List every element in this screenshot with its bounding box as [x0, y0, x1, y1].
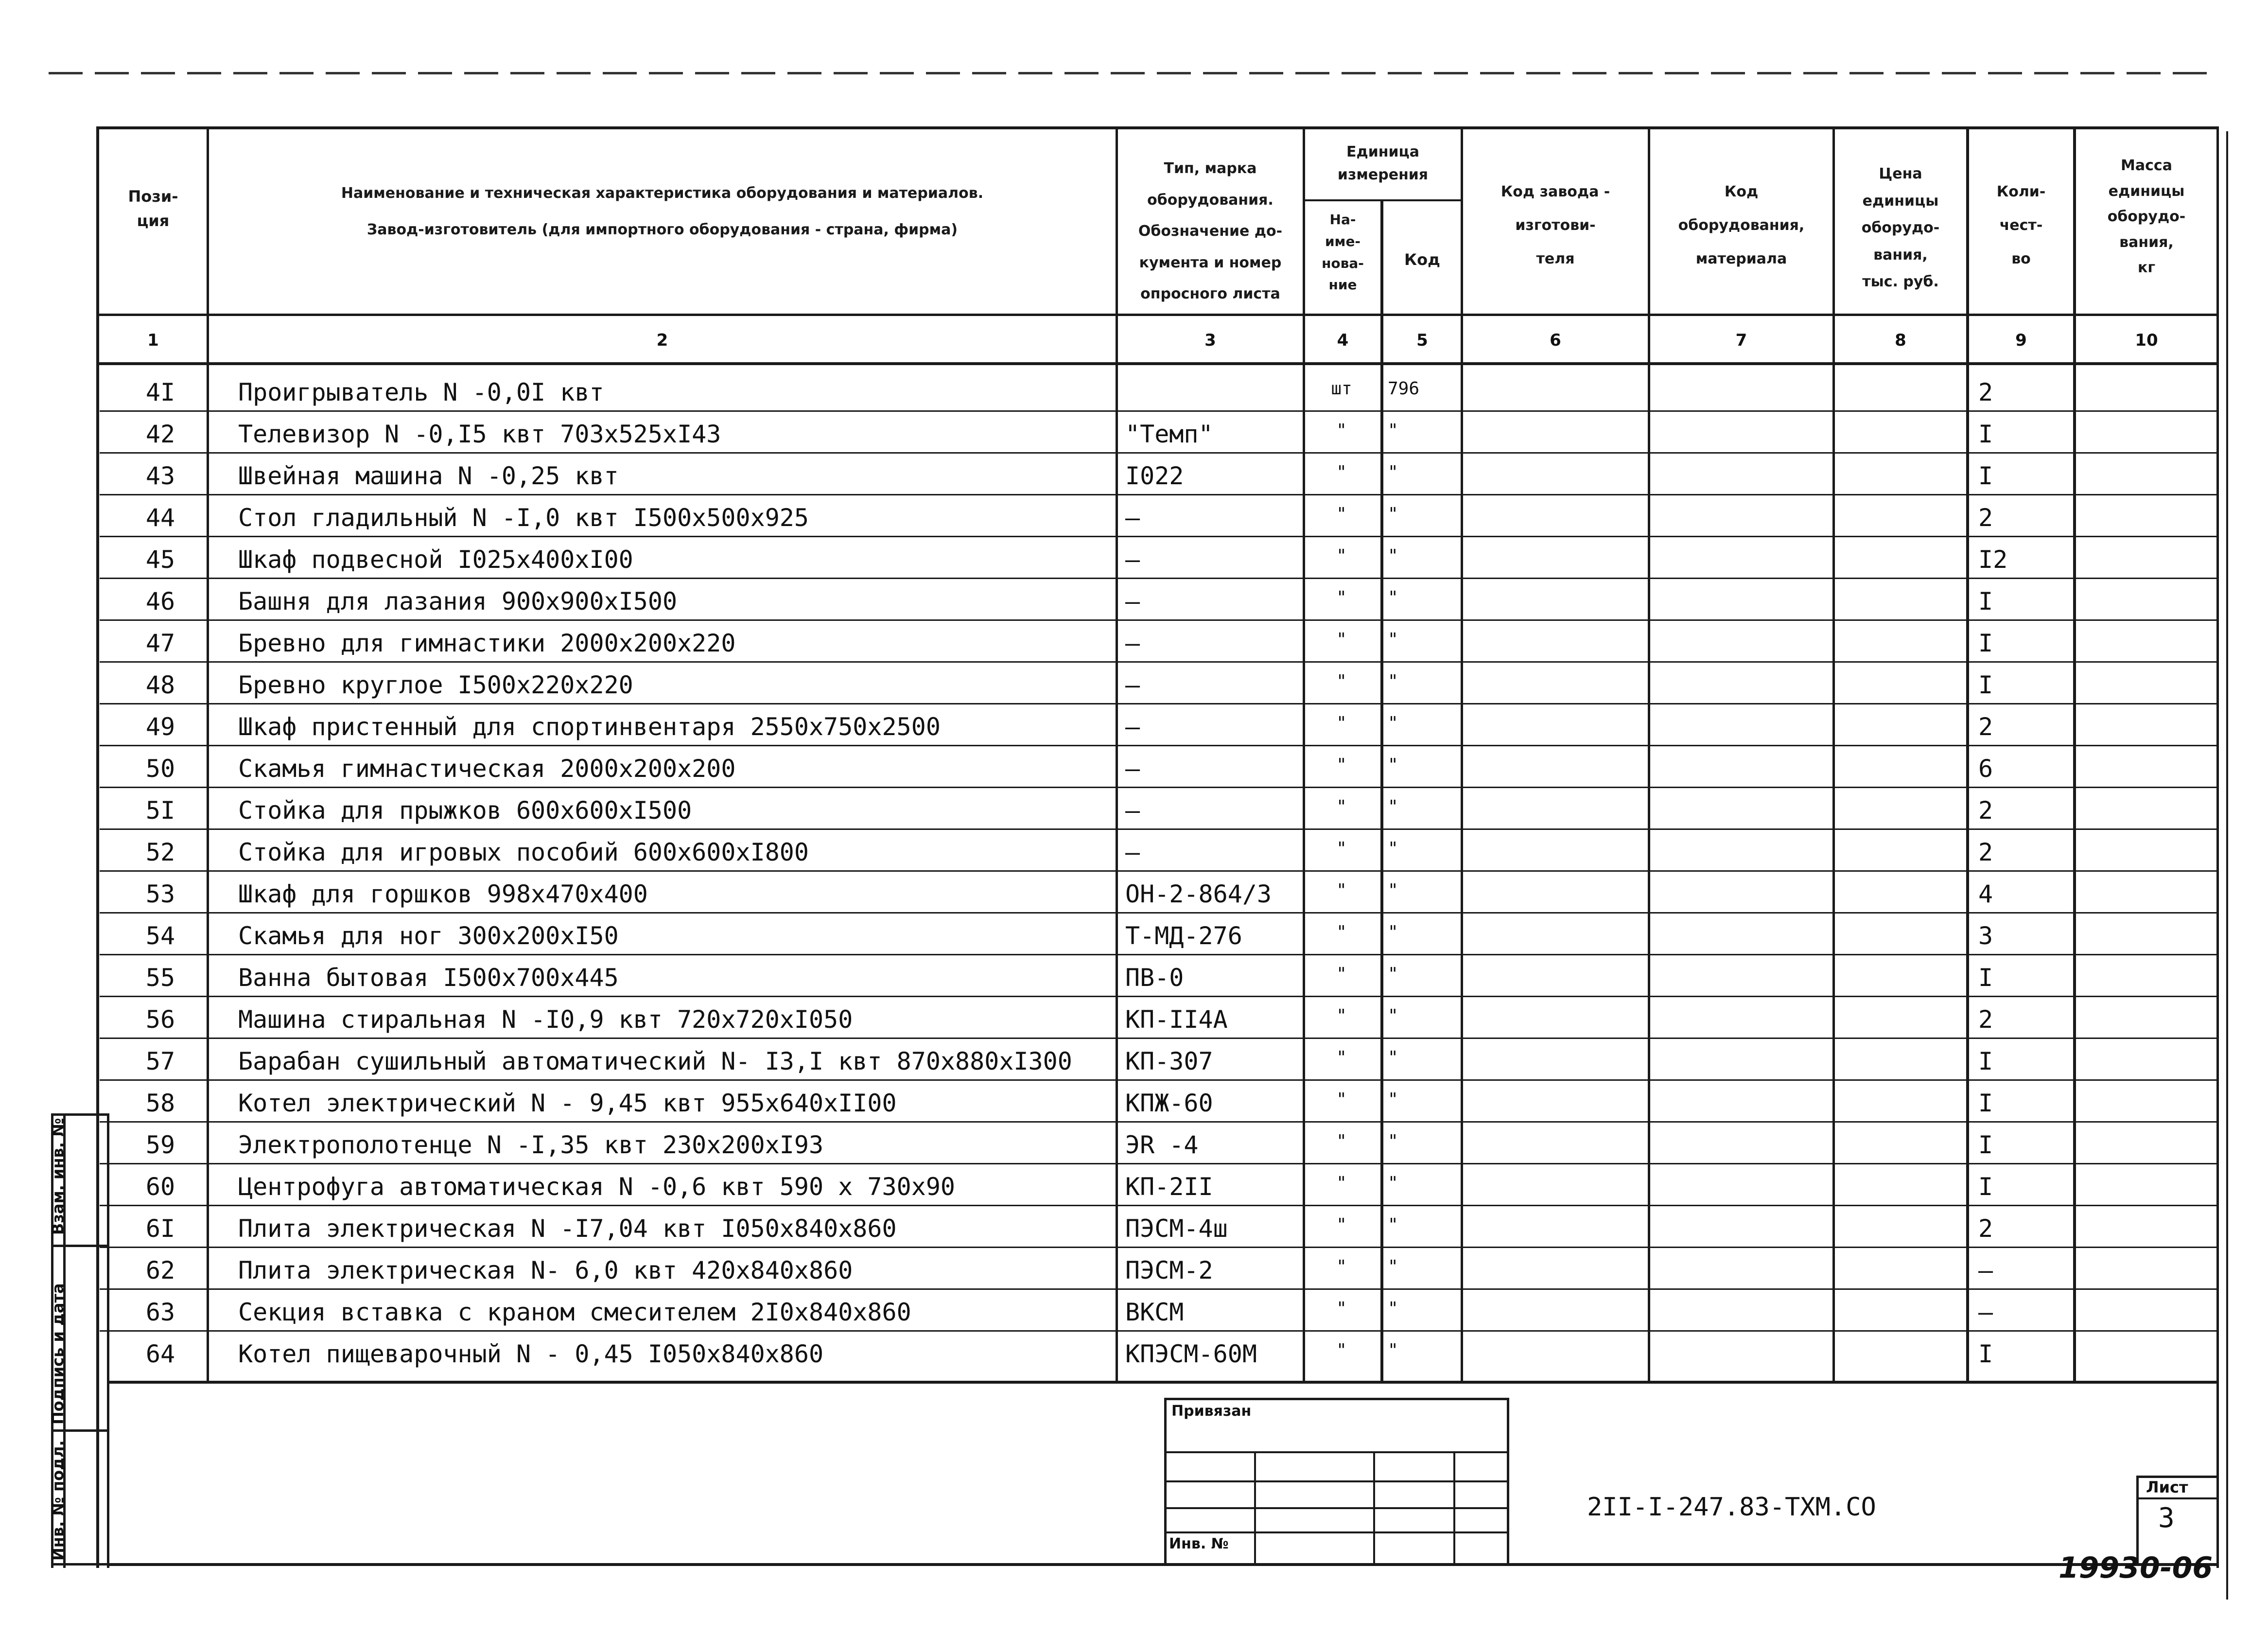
row-name: Машина стиральная N -I0,9 квт 720х720хI050 — [238, 1005, 853, 1034]
row-quantity: 2 — [1978, 713, 1993, 741]
top-dash-rule — [49, 72, 2212, 74]
side-replace-inv: Взам. инв. № — [49, 1118, 67, 1235]
doc-code: 2II-I-247.83-ТХМ.СО — [1587, 1493, 1876, 1522]
col-num-10: 10 — [2135, 331, 2158, 350]
row-position: 45 — [145, 545, 175, 574]
row-quantity: I — [1978, 1089, 1993, 1117]
row-code: " — [1388, 964, 1398, 984]
row-code: 796 — [1388, 379, 1420, 399]
col-num-8: 8 — [1895, 331, 1906, 350]
row-type: "Темп" — [1125, 420, 1213, 448]
row-code: " — [1388, 1131, 1398, 1151]
side-inv-orig: Инв. № подл. — [49, 1440, 67, 1561]
row-name: Ванна бытовая I500х700х445 — [238, 964, 619, 992]
side-signature-date: Подпись и дата — [49, 1283, 67, 1425]
row-divider — [100, 494, 2216, 495]
row-position: 44 — [145, 504, 175, 532]
row-unit: шт — [1331, 379, 1352, 399]
header-price: Цена единицы оборудо- вания, тыс. руб. — [1861, 165, 1940, 290]
row-divider — [100, 703, 2216, 704]
row-code: " — [1388, 1215, 1398, 1235]
header-equipment-code: Код оборудования, материала — [1678, 183, 1805, 267]
row-code: " — [1388, 671, 1398, 691]
row-code: " — [1388, 546, 1398, 566]
row-divider — [100, 619, 2216, 621]
row-unit: " — [1336, 1257, 1347, 1277]
right-margin-line — [2226, 131, 2228, 1600]
row-code: " — [1388, 1257, 1398, 1277]
row-position: 54 — [145, 922, 175, 950]
row-code: " — [1388, 462, 1398, 482]
row-code: " — [1388, 713, 1398, 733]
row-code: " — [1388, 922, 1398, 942]
row-quantity: I — [1978, 671, 1993, 699]
row-unit: " — [1336, 462, 1347, 482]
row-position: 6I — [145, 1214, 175, 1243]
row-quantity: I — [1978, 462, 1993, 490]
row-position: 63 — [145, 1298, 175, 1326]
row-code: " — [1388, 839, 1398, 859]
row-name: Стойка для игровых пособий 600х600хI800 — [238, 838, 809, 866]
row-type: – — [1125, 545, 1140, 574]
row-type: – — [1125, 629, 1140, 657]
row-type: – — [1125, 838, 1140, 866]
row-unit: " — [1336, 880, 1347, 900]
row-divider — [100, 954, 2216, 955]
row-type: КПЭСМ-60М — [1125, 1340, 1257, 1368]
row-divider — [100, 536, 2216, 537]
row-quantity: – — [1978, 1256, 1993, 1284]
row-type: КП-2II — [1125, 1173, 1213, 1201]
inv-label: Инв. № — [1169, 1535, 1229, 1552]
row-code: " — [1388, 1048, 1398, 1068]
row-name: Скамья для ног 300х200хI50 — [238, 922, 619, 950]
attached-label: Привязан — [1171, 1403, 1252, 1420]
row-name: Плита электрическая N- 6,0 квт 420х840х860 — [238, 1256, 853, 1284]
header-type: Тип, марка оборудования. Обозначение до- кумента и номер опросного листа — [1138, 160, 1283, 302]
row-quantity: 2 — [1978, 796, 1993, 825]
row-quantity: I — [1978, 1047, 1993, 1075]
row-divider — [100, 1079, 2216, 1081]
row-divider — [100, 410, 2216, 412]
header-name: Наименование и техническая характеристика оборудования и материалов. Завод-изготовитель (для импортного оборудования - страна, фирма) — [341, 185, 984, 238]
row-quantity: I — [1978, 1340, 1993, 1368]
row-code: " — [1388, 1090, 1398, 1109]
row-quantity: 6 — [1978, 755, 1993, 783]
row-divider — [100, 578, 2216, 579]
row-unit: " — [1336, 671, 1347, 691]
row-unit: " — [1336, 713, 1347, 733]
row-type: – — [1125, 713, 1140, 741]
row-type: – — [1125, 796, 1140, 825]
row-divider — [100, 1038, 2216, 1039]
row-unit: " — [1336, 504, 1347, 524]
row-quantity: 2 — [1978, 838, 1993, 866]
archive-number: 19930-06 — [2059, 1551, 2213, 1585]
row-divider — [100, 870, 2216, 872]
row-name: Швейная машина N -0,25 квт — [238, 462, 619, 490]
row-divider — [100, 1163, 2216, 1164]
row-unit: " — [1336, 839, 1347, 859]
row-quantity: I — [1978, 587, 1993, 616]
row-name: Секция вставка с краном смесителем 2I0х840х860 — [238, 1298, 911, 1326]
row-position: 4I — [145, 378, 175, 406]
row-name: Плита электрическая N -I7,04 квт I050х840х860 — [238, 1214, 897, 1243]
col-num-5: 5 — [1416, 331, 1428, 350]
row-position: 43 — [145, 462, 175, 490]
row-quantity: I2 — [1978, 545, 2008, 574]
row-name: Проигрыватель N -0,0I квт — [238, 378, 604, 406]
col-num-2: 2 — [656, 331, 668, 350]
row-position: 49 — [145, 713, 175, 741]
row-type: ВКСМ — [1125, 1298, 1184, 1326]
row-unit: " — [1336, 1299, 1347, 1319]
row-divider — [100, 828, 2216, 830]
row-position: 48 — [145, 671, 175, 699]
row-type: ПВ-0 — [1125, 964, 1184, 992]
row-code: " — [1388, 630, 1398, 650]
row-position: 5I — [145, 796, 175, 825]
row-name: Шкаф подвесной I025х400хI00 — [238, 545, 633, 574]
row-position: 55 — [145, 964, 175, 992]
row-name: Шкаф пристенный для спортинвентаря 2550х750х2500 — [238, 713, 941, 741]
row-unit: " — [1336, 1006, 1347, 1026]
row-code: " — [1388, 1006, 1398, 1026]
row-unit: " — [1336, 755, 1347, 775]
row-quantity: 2 — [1978, 378, 1993, 406]
row-name: Электрополотенце N -I,35 квт 230х200хI93 — [238, 1131, 824, 1159]
col-num-4: 4 — [1337, 331, 1349, 350]
row-unit: " — [1336, 546, 1347, 566]
row-position: 50 — [145, 755, 175, 783]
row-unit: " — [1336, 588, 1347, 608]
col-num-6: 6 — [1550, 331, 1561, 350]
row-code: " — [1388, 1299, 1398, 1319]
row-unit: " — [1336, 1340, 1347, 1360]
row-quantity: 2 — [1978, 1214, 1993, 1243]
row-quantity: I — [1978, 629, 1993, 657]
row-quantity: 2 — [1978, 504, 1993, 532]
row-unit: " — [1336, 1131, 1347, 1151]
row-divider — [100, 787, 2216, 788]
header-unit-name: На- име- нова- ние — [1322, 211, 1364, 293]
row-position: 59 — [145, 1131, 175, 1159]
row-name: Телевизор N -0,I5 квт 703х525хI43 — [238, 420, 721, 448]
header-unit-group: Единица измерения — [1337, 143, 1429, 183]
row-divider — [100, 1247, 2216, 1248]
row-type: Т-МД-276 — [1125, 922, 1242, 950]
row-name: Башня для лазания 900х900хI500 — [238, 587, 678, 616]
row-position: 53 — [145, 880, 175, 908]
row-code: " — [1388, 797, 1398, 817]
row-divider — [100, 661, 2216, 663]
row-type: – — [1125, 587, 1140, 616]
row-divider — [100, 1330, 2216, 1332]
row-unit: " — [1336, 630, 1347, 650]
row-divider — [100, 1205, 2216, 1206]
row-type: ЭR -4 — [1125, 1131, 1199, 1159]
row-type: КП-307 — [1125, 1047, 1213, 1075]
col-num-3: 3 — [1204, 331, 1216, 350]
row-quantity: – — [1978, 1298, 1993, 1326]
row-code: " — [1388, 1340, 1398, 1360]
row-type: I022 — [1125, 462, 1184, 490]
row-quantity: I — [1978, 1173, 1993, 1201]
sheet-number: 3 — [2158, 1502, 2175, 1534]
row-divider — [100, 1288, 2216, 1290]
row-name: Котел электрический N - 9,45 квт 955х640хII00 — [238, 1089, 897, 1117]
header-quantity: Коли- чест- во — [1996, 183, 2046, 267]
row-type: ОН-2-864/3 — [1125, 880, 1272, 908]
row-type: ПЭСМ-4ш — [1125, 1214, 1228, 1243]
row-name: Центрофуга автоматическая N -0,6 квт 590 х 730х90 — [238, 1173, 956, 1201]
col-num-9: 9 — [2015, 331, 2027, 350]
row-code: " — [1388, 421, 1398, 440]
row-name: Стойка для прыжков 600х600хI500 — [238, 796, 692, 825]
row-name: Бревно для гимнастики 2000х200х220 — [238, 629, 736, 657]
row-position: 46 — [145, 587, 175, 616]
header-factory-code: Код завода - изготови- теля — [1500, 183, 1610, 267]
row-unit: " — [1336, 1215, 1347, 1235]
row-position: 52 — [145, 838, 175, 866]
row-divider — [100, 912, 2216, 914]
row-position: 57 — [145, 1047, 175, 1075]
row-type: КПЖ-60 — [1125, 1089, 1213, 1117]
row-unit: " — [1336, 1048, 1347, 1068]
row-unit: " — [1336, 922, 1347, 942]
row-name: Барабан сушильный автоматический N- I3,I квт 870х880хI300 — [238, 1047, 1072, 1075]
header-position: Пози- ция — [128, 187, 178, 230]
row-code: " — [1388, 588, 1398, 608]
row-code: " — [1388, 1173, 1398, 1193]
row-unit: " — [1336, 797, 1347, 817]
row-divider — [100, 452, 2216, 454]
col-num-1: 1 — [147, 331, 159, 350]
header-mass: Масса единицы оборудо- вания, кг — [2107, 157, 2186, 276]
row-quantity: I — [1978, 420, 1993, 448]
row-type: – — [1125, 755, 1140, 783]
row-unit: " — [1336, 1090, 1347, 1109]
row-code: " — [1388, 755, 1398, 775]
row-name: Котел пищеварочный N - 0,45 I050х840х860 — [238, 1340, 824, 1368]
row-unit: " — [1336, 964, 1347, 984]
row-type: ПЭСМ-2 — [1125, 1256, 1213, 1284]
row-divider — [100, 996, 2216, 997]
row-divider — [100, 1121, 2216, 1123]
row-quantity: 4 — [1978, 880, 1993, 908]
row-position: 64 — [145, 1340, 175, 1368]
row-position: 42 — [145, 420, 175, 448]
row-quantity: 2 — [1978, 1005, 1993, 1034]
sheet-label: Лист — [2146, 1478, 2188, 1496]
row-position: 56 — [145, 1005, 175, 1034]
row-name: Скамья гимнастическая 2000х200х200 — [238, 755, 736, 783]
row-type: – — [1125, 671, 1140, 699]
row-unit: " — [1336, 421, 1347, 440]
col-num-7: 7 — [1735, 331, 1747, 350]
row-position: 58 — [145, 1089, 175, 1117]
row-position: 62 — [145, 1256, 175, 1284]
row-type: – — [1125, 504, 1140, 532]
row-unit: " — [1336, 1173, 1347, 1193]
row-code: " — [1388, 880, 1398, 900]
row-quantity: 3 — [1978, 922, 1993, 950]
row-quantity: I — [1978, 1131, 1993, 1159]
row-name: Бревно круглое I500х220х220 — [238, 671, 633, 699]
row-position: 60 — [145, 1173, 175, 1201]
row-type: КП-II4А — [1125, 1005, 1228, 1034]
row-position: 47 — [145, 629, 175, 657]
row-name: Стол гладильный N -I,0 квт I500х500х925 — [238, 504, 809, 532]
row-name: Шкаф для горшков 998х470х400 — [238, 880, 648, 908]
row-divider — [100, 745, 2216, 746]
row-code: " — [1388, 504, 1398, 524]
header-unit-code: Код — [1404, 250, 1440, 269]
row-quantity: I — [1978, 964, 1993, 992]
